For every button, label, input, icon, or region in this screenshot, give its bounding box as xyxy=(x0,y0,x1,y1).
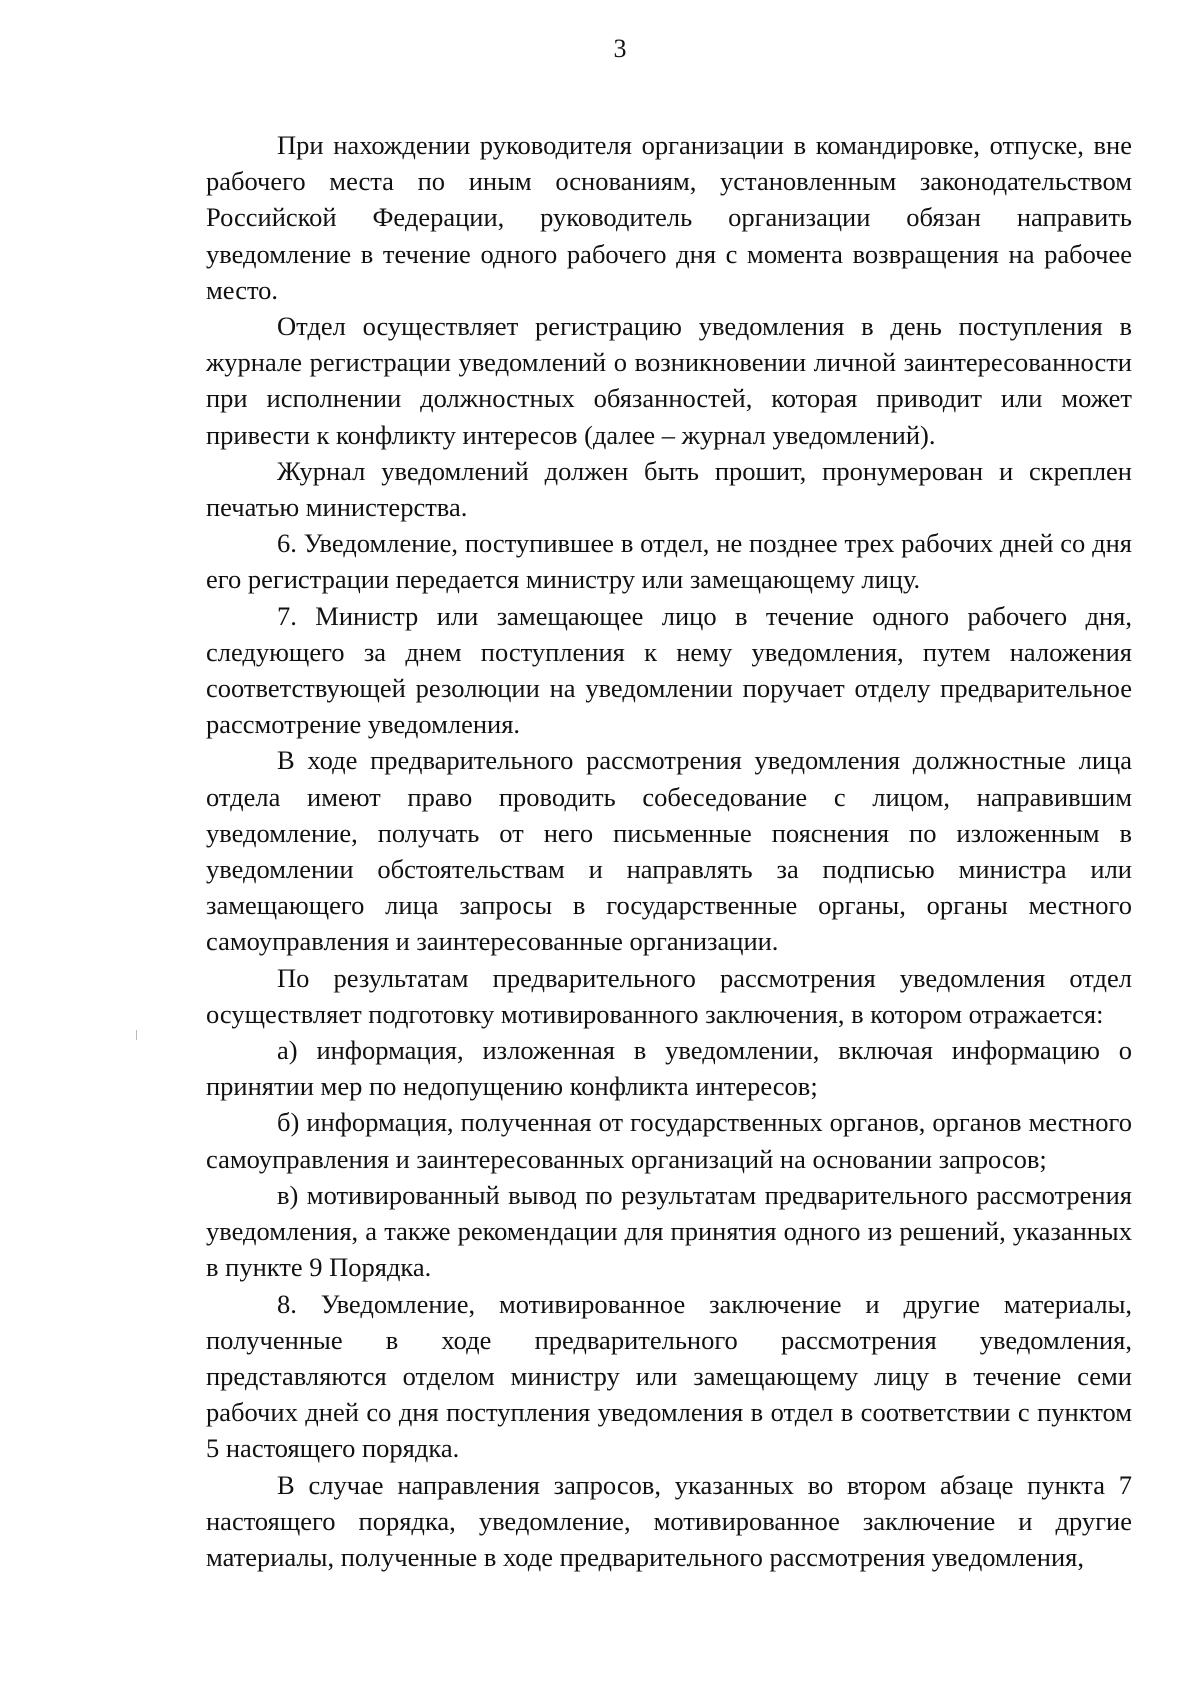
paragraph-item-6: 6. Уведомление, поступившее в отдел, не позднее трех рабочих дней со дня его регистрации передается министру или замещающему лицу. xyxy=(206,528,1132,595)
list-item-v: в) мотивированный вывод по результатам предварительного рассмотрения уведомления, а также рекомендации для принятия одного из решений, указанных в пункте 9 Порядка. xyxy=(206,1179,1132,1283)
list-item-a: а) информация, изложенная в уведомлении, включая информацию о принятии мер по недопущению конфликта интересов; xyxy=(206,1035,1132,1102)
paragraph-preliminary-review: В ходе предварительного рассмотрения уведомления должностные лица отдела имеют право проводить собеседование с лицом, направившим уведомление, получать от него письменные пояснения по изложенным в уведомлении обстоятельствам и направлять за подписью министра или замещающего лица запросы в государственные органы, органы местного самоуправления и заинтересованные организации. xyxy=(206,745,1132,957)
document-body xyxy=(206,127,1132,1575)
paragraph-registration: Отдел осуществляет регистрацию уведомления в день поступления в журнале регистрации уведомлений о возникновении личной заинтересованности при исполнении должностных обязанностей, которая приводит или может привести к конфликту интересов (далее – журнал уведомлений). xyxy=(206,311,1132,450)
scan-margin-mark xyxy=(136,1030,137,1040)
paragraph-conclusion-intro: По результатам предварительного рассмотрения уведомления отдел осуществляет подготовку мотивированного заключения, в котором отражается: xyxy=(206,962,1132,1029)
page-number: 3 xyxy=(613,34,627,63)
paragraph-journal: Журнал уведомлений должен быть прошит, пронумерован и скреплен печатью министерства. xyxy=(206,455,1132,523)
paragraph-item-7: 7. Министр или замещающее лицо в течение одного рабочего дня, следующего за днем поступления к нему уведомления, путем наложения соответствующей резолюции на уведомлении поручает отделу предварительное рассмотрение уведомления. xyxy=(206,600,1132,740)
paragraph-item-8: 8. Уведомление, мотивированное заключение и другие материалы, полученные в ходе предварительного рассмотрения уведомления, представляются отделом министру или замещающему лицу в течение семи рабочих дней со дня поступления уведомления в отдел в соответствии с пунктом 5 настоящего порядка. xyxy=(206,1288,1132,1464)
paragraph-requests: В случае направления запросов, указанных во втором абзаце пункта 7 настоящего порядка, уведомление, мотивированное заключение и другие материалы, полученные в ходе предварительного рассмотрения уведомления, xyxy=(206,1469,1132,1572)
paragraph-absence-of-head: При нахождении руководителя организации в командировке, отпуске, вне рабочего места по иным основаниям, установленным законодательством Российской Федерации, руководитель организации обязан направить уведомление в течение одного рабочего дня с момента возвращения на рабочее место. xyxy=(206,130,1132,305)
list-item-b: б) информация, полученная от государственных органов, органов местного самоуправления и заинтересованных организаций на основании запросов; xyxy=(206,1107,1132,1174)
